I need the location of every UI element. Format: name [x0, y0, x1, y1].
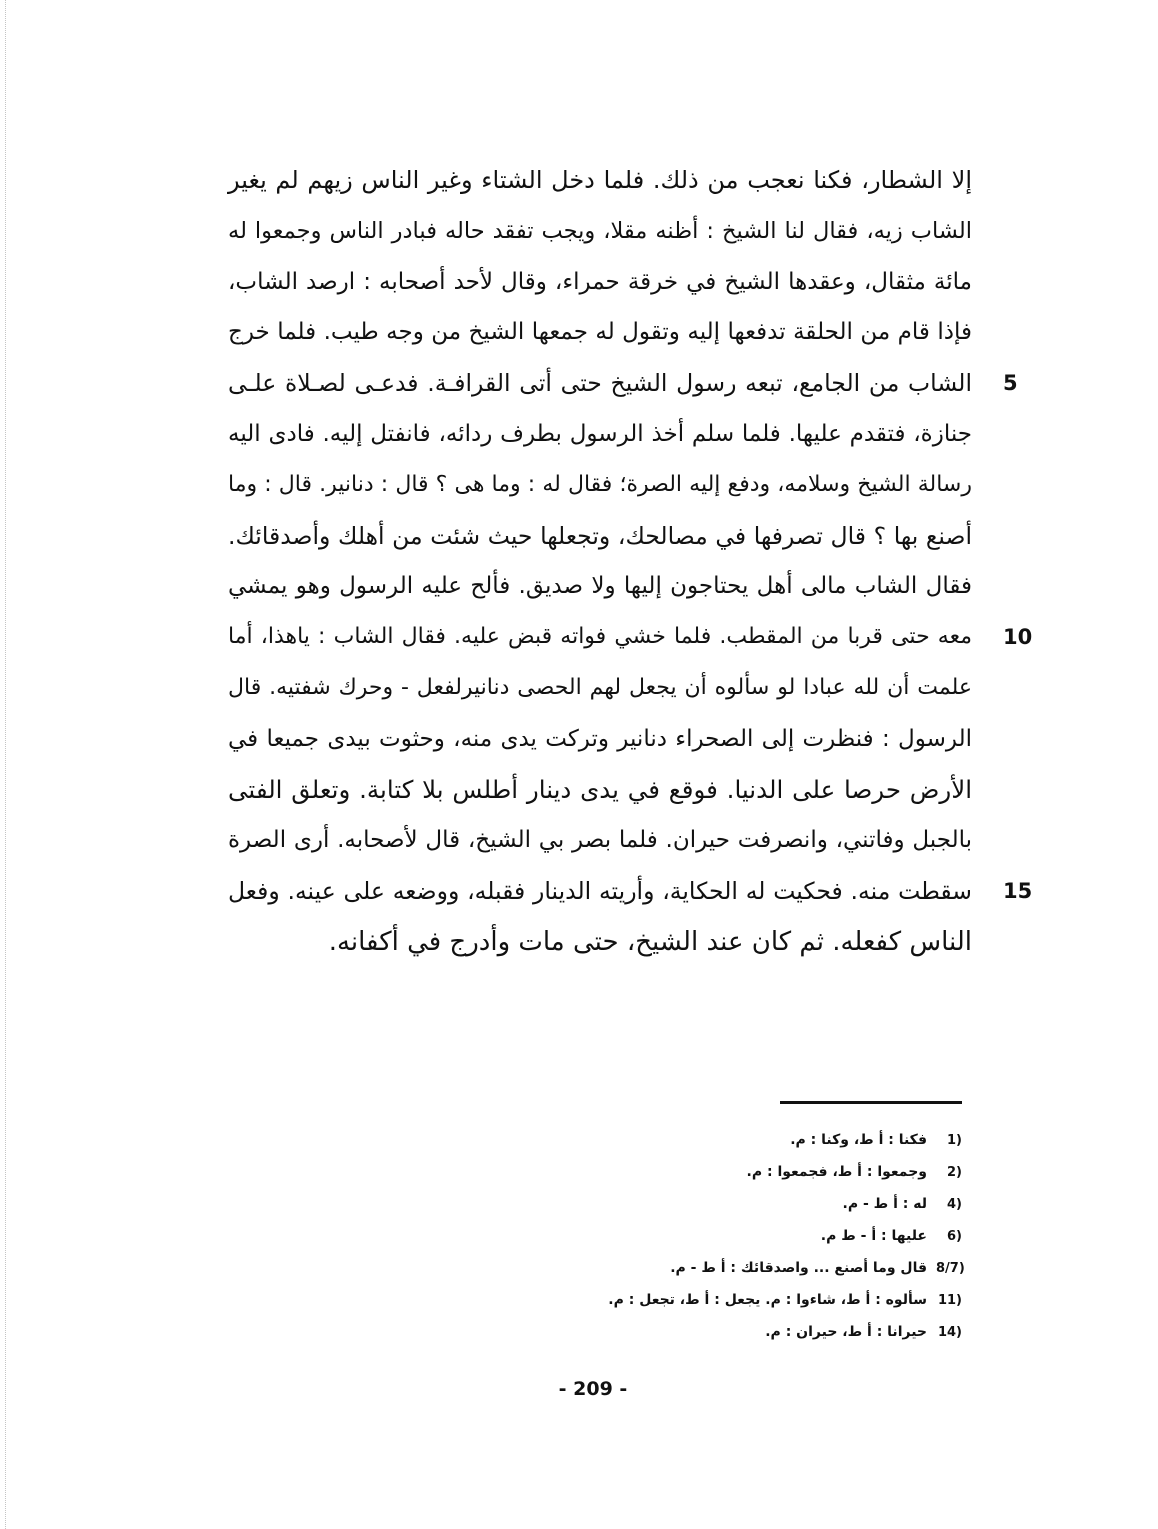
text-line — [228, 155, 972, 206]
footnote — [560, 1156, 962, 1188]
main-text-block — [228, 155, 1033, 968]
text-line — [228, 612, 1033, 663]
footnote-text: حيرانا : أ ط، حيران : م. — [765, 1324, 927, 1340]
text-line-content: أصنع بها ؟ قال تصرفها في مصالحك، وتجعلها حيث شئت من أهلك وأصدقائك. — [228, 521, 972, 550]
footnote — [560, 1188, 962, 1220]
footnote — [560, 1284, 962, 1316]
footnote-text: قال وما أصنع ... واصدقائك : أ ط - م. — [670, 1260, 927, 1276]
text-line-content: الرسول : فنظرت إلى الصحراء دنانير وتركت يدى منه، وحثوت بيدى جميعا في — [228, 725, 972, 752]
footnote — [560, 1316, 962, 1348]
footnote — [560, 1124, 962, 1156]
text-line-content: فقال الشاب مالى أهل يحتاجون إليها ولا صديق. فألح عليه الرسول وهو يمشي — [228, 573, 972, 600]
scan-edge — [5, 0, 6, 1529]
text-line-content: الشاب زيه، فقال لنا الشيخ : أظنه مقلا، ويجب تفقد حاله فبادر الناس وجمعوا له — [228, 217, 972, 244]
text-line-content: مائة مثقال، وعقدها الشيخ في خرقة حمراء، وقال لأحد أصحابه : ارصد الشاب، — [228, 268, 972, 295]
text-line-content: الأرض حرصا على الدنيا. فوقع في يدى دينار أطلس بلا كتابة. وتعلق الفتى — [228, 774, 972, 804]
text-line-content: جنازة، فتقدم عليها. فلما سلم أخذ الرسول بطرف ردائه، فانفتل إليه. فادى اليه — [228, 420, 972, 447]
text-line-content: إلا الشطار، فكنا نعجب من ذلك. فلما دخل الشتاء وغير الناس زيهم لم يغير — [228, 166, 972, 194]
footnote-ref: 11) — [937, 1292, 962, 1308]
footnote — [560, 1252, 965, 1284]
text-line — [228, 206, 972, 257]
text-line — [228, 409, 972, 460]
text-line — [228, 917, 972, 968]
text-line-content: علمت أن لله عبادا لو سألوه أن يجعل لهم الحصى دنانيرلفعل - وحرك شفتيه. قال — [228, 674, 972, 700]
footnote — [560, 1220, 962, 1252]
text-line — [228, 511, 972, 562]
text-line — [228, 561, 972, 612]
text-line-content: سقطت منه. فحكيت له الحكاية، وأريته الدينار فقبله، ووضعه على عينه. وفعل — [228, 877, 972, 906]
text-line — [228, 714, 972, 765]
text-line — [228, 815, 972, 866]
text-line — [228, 460, 972, 511]
line-number: 10 — [1003, 625, 1033, 650]
footnote-text: وجمعوا : أ ط، فجمعوا : م. — [746, 1164, 927, 1180]
text-line — [228, 358, 1018, 409]
footnote-text: له : أ ط - م. — [842, 1196, 927, 1212]
footnote-ref: 6) — [947, 1228, 962, 1244]
footnote-text: سألوه : أ ط، شاءوا : م. يجعل : أ ط، تجعل : م. — [608, 1292, 927, 1308]
footnote-ref: 2) — [947, 1164, 962, 1180]
line-number: 5 — [1003, 371, 1018, 396]
text-line — [228, 307, 972, 358]
footnote-text: عليها : أ - ط م. — [820, 1228, 927, 1244]
page-number: - 209 - — [558, 1378, 628, 1400]
line-number: 15 — [1003, 879, 1033, 904]
footnote-ref: 1) — [947, 1132, 962, 1148]
text-line-content: الشاب من الجامع، تبعه رسول الشيخ حتى أتى القرافـة. فدعـى لصـلاة علـى — [228, 369, 972, 398]
text-line-content: رسالة الشيخ وسلامه، ودفع إليه الصرة؛ فقال له : وما هى ؟ قال : دنانير. قال : وما — [228, 471, 972, 497]
text-line-content: بالجبل وفاتني، وانصرفت حيران. فلما بصر بي الشيخ، قال لأصحابه. أرى الصرة — [228, 827, 972, 854]
text-line-content: معه حتى قربا من المقطب. فلما خشي فواته قبض عليه. فقال الشاب : ياهذا، أما — [228, 624, 972, 650]
text-line — [228, 663, 972, 714]
footnote-text: فكنا : أ ط، وكنا : م. — [790, 1132, 927, 1148]
footnote-ref: 8/7) — [936, 1260, 965, 1276]
text-line — [228, 257, 972, 308]
footnote-ref: 4) — [947, 1196, 962, 1212]
footnotes — [560, 1124, 965, 1348]
footnote-separator — [780, 1101, 962, 1104]
text-line-content: الناس كفعله. ثم كان عند الشيخ، حتى مات وأدرج في أكفانه. — [328, 926, 972, 957]
text-line-content: فإذا قام من الحلقة تدفعها إليه وتقول له جمعها الشيخ من وجه طيب. فلما خرج — [228, 319, 972, 346]
text-line — [228, 866, 1033, 917]
footnote-ref: 14) — [937, 1324, 962, 1340]
text-line — [228, 765, 972, 816]
